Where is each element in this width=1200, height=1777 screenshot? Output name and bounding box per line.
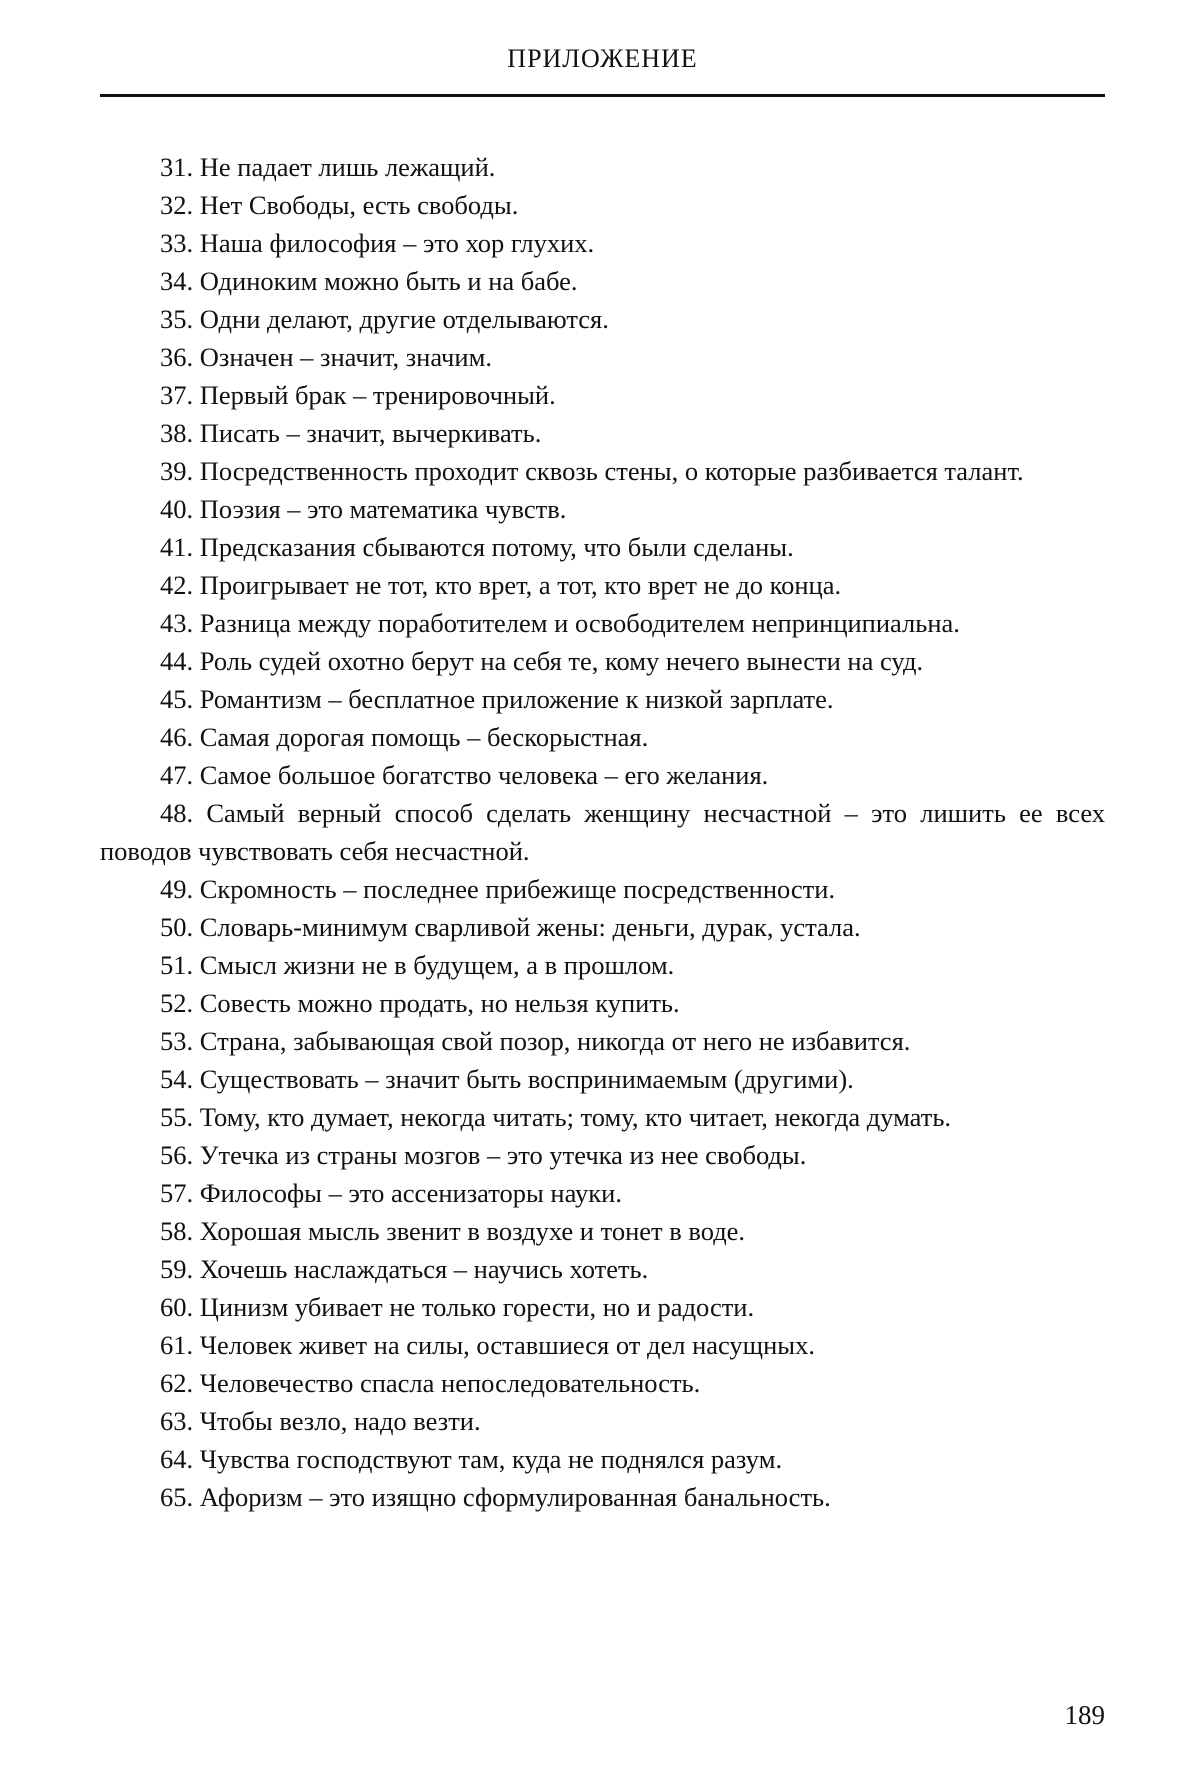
item-number: 64. bbox=[160, 1444, 194, 1474]
aphorism-item bbox=[100, 1326, 1105, 1364]
aphorism-item bbox=[100, 604, 1105, 642]
aphorism-item bbox=[100, 756, 1105, 794]
item-number: 60. bbox=[160, 1292, 194, 1322]
aphorism-item bbox=[100, 1136, 1105, 1174]
aphorism-item bbox=[100, 1288, 1105, 1326]
aphorism-item bbox=[100, 1022, 1105, 1060]
item-number: 41. bbox=[160, 532, 194, 562]
aphorism-item bbox=[100, 1174, 1105, 1212]
aphorism-item bbox=[100, 262, 1105, 300]
aphorism-item bbox=[100, 718, 1105, 756]
aphorism-item bbox=[100, 566, 1105, 604]
item-text: Смысл жизни не в будущем, а в прошлом. bbox=[199, 950, 675, 980]
item-number: 50. bbox=[160, 912, 194, 942]
aphorism-item bbox=[100, 224, 1105, 262]
aphorism-item bbox=[100, 908, 1105, 946]
aphorism-item bbox=[100, 870, 1105, 908]
item-text: Скромность – последнее прибежище посредственности. bbox=[199, 874, 836, 904]
item-number: 32. bbox=[160, 190, 194, 220]
aphorism-item bbox=[100, 984, 1105, 1022]
item-text: Философы – это ассенизаторы науки. bbox=[199, 1178, 622, 1208]
item-number: 35. bbox=[160, 304, 194, 334]
item-text: Поэзия – это математика чувств. bbox=[199, 494, 567, 524]
item-text: Проигрывает не тот, кто врет, а тот, кто врет не до конца. bbox=[199, 570, 842, 600]
aphorism-item bbox=[100, 376, 1105, 414]
item-text: Чувства господствуют там, куда не поднялся разум. bbox=[199, 1444, 783, 1474]
item-number: 46. bbox=[160, 722, 194, 752]
aphorism-item bbox=[100, 186, 1105, 224]
page-header bbox=[100, 36, 1105, 97]
item-number: 34. bbox=[160, 266, 194, 296]
item-text: Посредственность проходит сквозь стены, о которые разбивается талант. bbox=[199, 456, 1024, 486]
item-number: 47. bbox=[160, 760, 194, 790]
item-number: 44. bbox=[160, 646, 194, 676]
item-text: Самое большое богатство человека – его желания. bbox=[199, 760, 769, 790]
item-text: Хочешь наслаждаться – научись хотеть. bbox=[199, 1254, 649, 1284]
item-number: 49. bbox=[160, 874, 194, 904]
item-number: 62. bbox=[160, 1368, 194, 1398]
aphorism-item bbox=[100, 794, 1105, 870]
item-number: 65. bbox=[160, 1482, 194, 1512]
item-text: Цинизм убивает не только горести, но и радости. bbox=[199, 1292, 755, 1322]
page-number: 189 bbox=[1064, 1700, 1105, 1730]
item-number: 33. bbox=[160, 228, 194, 258]
item-number: 43. bbox=[160, 608, 194, 638]
aphorism-item bbox=[100, 1402, 1105, 1440]
aphorism-item bbox=[100, 300, 1105, 338]
item-text: Разница между поработителем и освободителем непринципиальна. bbox=[199, 608, 960, 638]
item-text: Не падает лишь лежащий. bbox=[199, 152, 496, 182]
item-number: 38. bbox=[160, 418, 194, 448]
aphorism-item bbox=[100, 1060, 1105, 1098]
item-number: 63. bbox=[160, 1406, 194, 1436]
aphorism-item bbox=[100, 1212, 1105, 1250]
item-number: 57. bbox=[160, 1178, 194, 1208]
aphorism-item bbox=[100, 680, 1105, 718]
item-text: Совесть можно продать, но нельзя купить. bbox=[199, 988, 680, 1018]
item-text: Словарь-минимум сварливой жены: деньги, дурак, устала. bbox=[199, 912, 861, 942]
item-number: 31. bbox=[160, 152, 194, 182]
item-number: 40. bbox=[160, 494, 194, 524]
aphorism-item bbox=[100, 1440, 1105, 1478]
item-number: 36. bbox=[160, 342, 194, 372]
item-number: 42. bbox=[160, 570, 194, 600]
item-number: 37. bbox=[160, 380, 194, 410]
item-text: Тому, кто думает, некогда читать; тому, кто читает, некогда думать. bbox=[199, 1102, 952, 1132]
item-number: 56. bbox=[160, 1140, 194, 1170]
item-text: Писать – значит, вычеркивать. bbox=[199, 418, 542, 448]
item-number: 48. bbox=[160, 798, 194, 828]
item-text: Человечество спасла непоследовательность. bbox=[199, 1368, 701, 1398]
item-number: 52. bbox=[160, 988, 194, 1018]
item-text: Первый брак – тренировочный. bbox=[199, 380, 556, 410]
aphorism-item bbox=[100, 1098, 1105, 1136]
item-text: Страна, забывающая свой позор, никогда от него не избавится. bbox=[199, 1026, 911, 1056]
item-text: Афоризм – это изящно сформулированная банальность. bbox=[199, 1482, 831, 1512]
item-text: Нет Свободы, есть свободы. bbox=[199, 190, 519, 220]
aphorism-item bbox=[100, 946, 1105, 984]
aphorism-item bbox=[100, 642, 1105, 680]
item-text: Означен – значит, значим. bbox=[199, 342, 492, 372]
item-number: 51. bbox=[160, 950, 194, 980]
aphorism-list bbox=[100, 148, 1105, 1516]
item-text: Предсказания сбываются потому, что были сделаны. bbox=[199, 532, 794, 562]
aphorism-item bbox=[100, 1478, 1105, 1516]
aphorism-item bbox=[100, 528, 1105, 566]
item-text: Хорошая мысль звенит в воздухе и тонет в воде. bbox=[199, 1216, 746, 1246]
item-number: 61. bbox=[160, 1330, 194, 1360]
item-text: Самая дорогая помощь – бескорыстная. bbox=[199, 722, 649, 752]
item-text: Чтобы везло, надо везти. bbox=[199, 1406, 481, 1436]
item-text: Существовать – значит быть воспринимаемым (другими). bbox=[199, 1064, 854, 1094]
item-text: Роль судей охотно берут на себя те, кому нечего вынести на суд. bbox=[199, 646, 924, 676]
running-head: ПРИЛОЖЕНИЕ bbox=[507, 44, 698, 73]
item-text: Романтизм – бесплатное приложение к низкой зарплате. bbox=[199, 684, 834, 714]
item-number: 54. bbox=[160, 1064, 194, 1094]
item-text: Утечка из страны мозгов – это утечка из нее свободы. bbox=[199, 1140, 807, 1170]
item-number: 58. bbox=[160, 1216, 194, 1246]
aphorism-item bbox=[100, 414, 1105, 452]
item-number: 53. bbox=[160, 1026, 194, 1056]
item-text: Наша философия – это хор глухих. bbox=[199, 228, 595, 258]
item-number: 45. bbox=[160, 684, 194, 714]
item-text: Самый верный способ сделать женщину несчастной – это лишить ее всех поводов чувствовать себя несчастной. bbox=[100, 798, 1106, 866]
item-number: 55. bbox=[160, 1102, 194, 1132]
item-text: Одни делают, другие отделываются. bbox=[199, 304, 609, 334]
item-number: 59. bbox=[160, 1254, 194, 1284]
aphorism-item bbox=[100, 148, 1105, 186]
item-text: Одиноким можно быть и на бабе. bbox=[199, 266, 578, 296]
aphorism-item bbox=[100, 452, 1105, 490]
aphorism-item bbox=[100, 1364, 1105, 1402]
aphorism-item bbox=[100, 338, 1105, 376]
aphorism-item bbox=[100, 1250, 1105, 1288]
item-text: Человек живет на силы, оставшиеся от дел насущных. bbox=[199, 1330, 815, 1360]
item-number: 39. bbox=[160, 456, 194, 486]
aphorism-item bbox=[100, 490, 1105, 528]
